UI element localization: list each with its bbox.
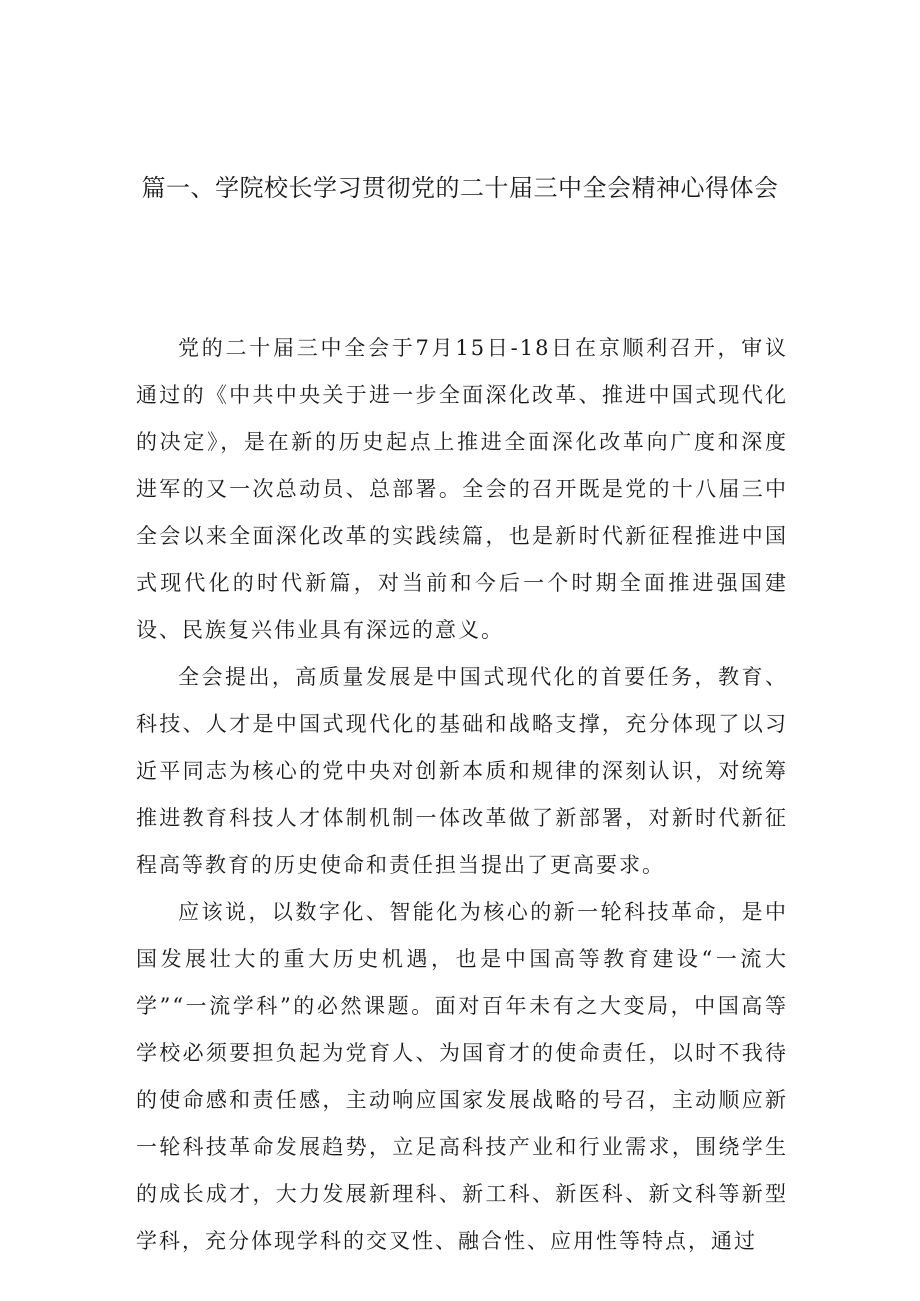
document-title: 篇一、学院校长学习贯彻党的二十届三中全会精神心得体会: [141, 174, 779, 202]
paragraph-1: 党的二十届三中全会于7月15日-18日在京顺利召开，审议通过的《中共中央关于进一步全面深化改革、推进中国式现代化的决定》，是在新的历史起点上推进全面深化改革向广度和深度进军的又一次总动员、总部署。全会的召开既是党的十八届三中全会以来全面深化改革的实践续篇，也是新时代新征程推进中国式现代化的时代新篇，对当前和今后一个时期全面推进强国建设、民族复兴伟业具有深远的意义。: [136, 336, 788, 642]
paragraph-2: 全会提出，高质量发展是中国式现代化的首要任务，教育、科技、人才是中国式现代化的基础和战略支撑，充分体现了以习近平同志为核心的党中央对创新本质和规律的深刻认识，对统筹推进教育科技人才体制机制一体改革做了新部署，对新时代新征程高等教育的历史使命和责任担当提出了更高要求。: [136, 665, 788, 877]
document-body: [136, 325, 788, 1265]
paragraph-3: 应该说，以数字化、智能化为核心的新一轮科技革命，是中国发展壮大的重大历史机遇，也是中国高等教育建设“一流大学”“一流学科”的必然课题。面对百年未有之大变局，中国高等学校必须要担负起为党育人、为国育才的使命责任，以时不我待的使命感和责任感，主动响应国家发展战略的号召，主动顺应新一轮科技革命发展趋势，立足高科技产业和行业需求，围绕学生的成长成才，大力发展新理科、新工科、新医科、新文科等新型学科，充分体现学科的交叉性、融合性、应用性等特点，通过: [136, 900, 788, 1253]
